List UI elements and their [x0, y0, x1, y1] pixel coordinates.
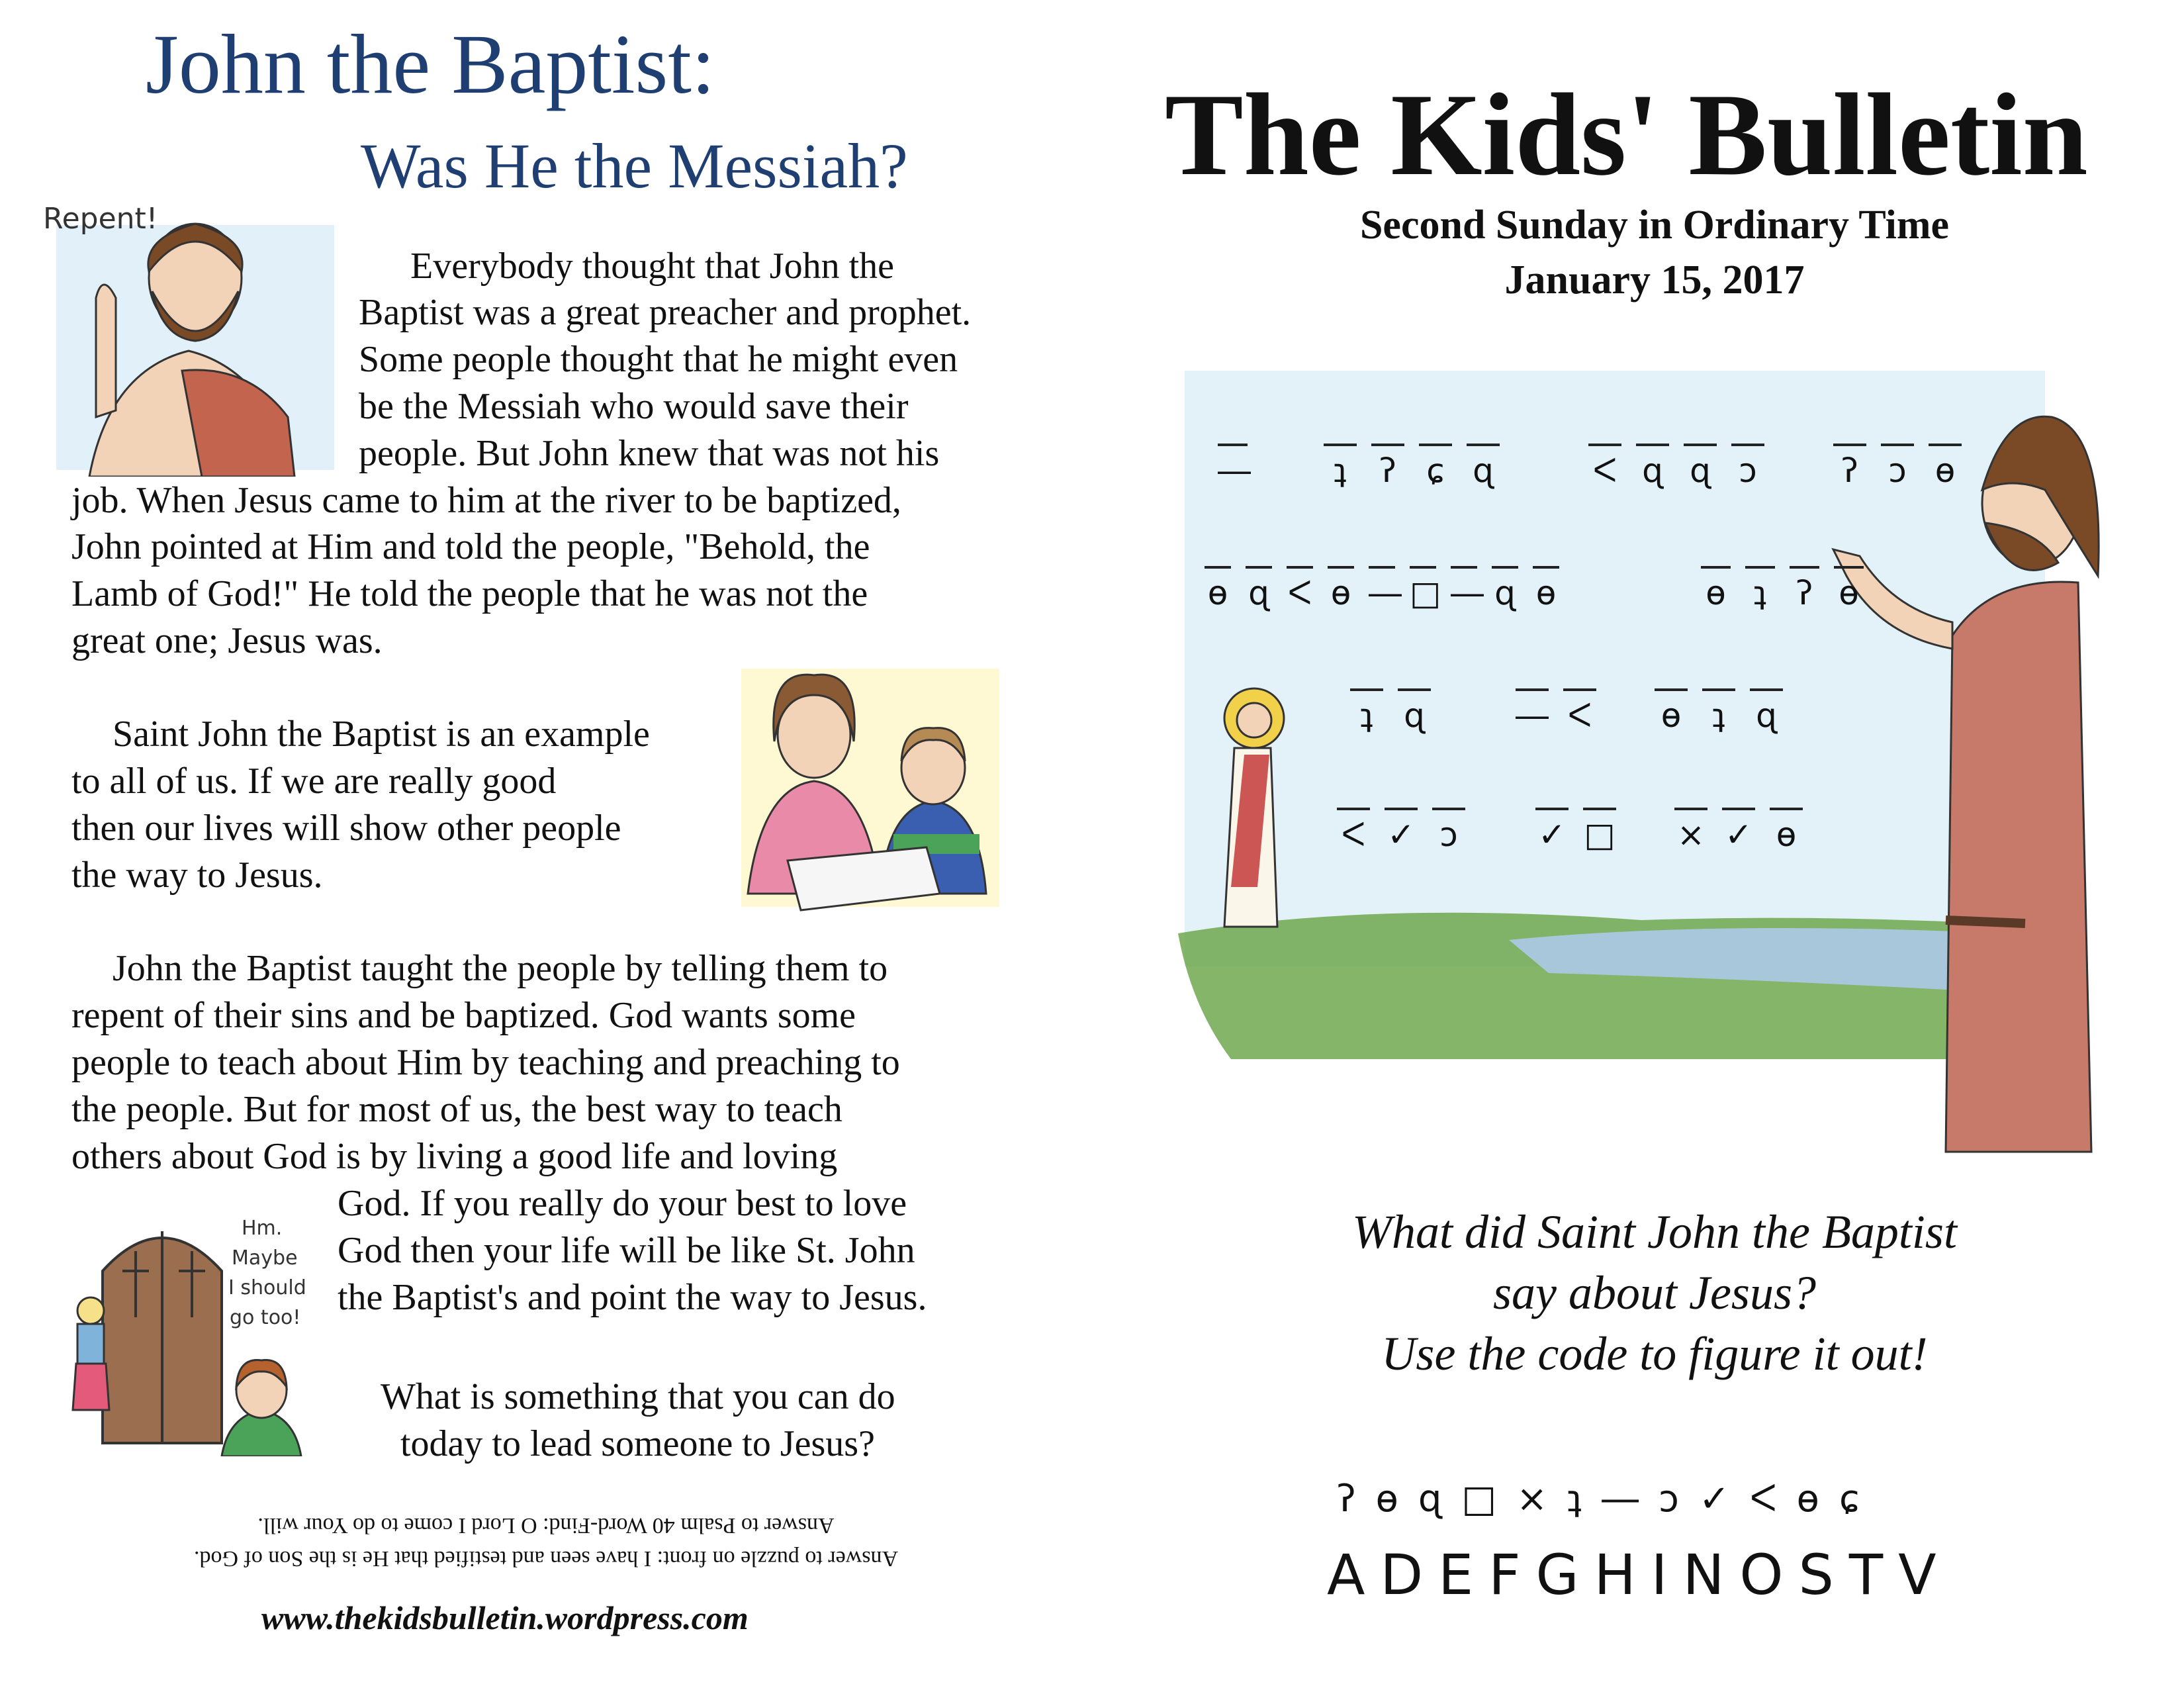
- code-word: [1674, 808, 1817, 854]
- paragraph-1-line-6: job. When Jesus came to him at the river to be baptized,: [71, 480, 901, 521]
- paragraph-3-line-5: others about God is by living a good life and loving: [71, 1136, 838, 1177]
- paragraph-2-line-1: Saint John the Baptist is an example: [113, 714, 650, 755]
- answer-front-upside-down: Answer to puzzle on front: I have seen and testified that He is the Son of God.: [193, 1546, 899, 1571]
- puzzle-question-line-2: say about Jesus?: [1493, 1266, 1816, 1319]
- paragraph-3-line-1: John the Baptist taught the people by telling them to: [113, 948, 888, 989]
- code-symbol: ᐸ: [1287, 574, 1312, 612]
- code-symbol: ✓: [1387, 816, 1415, 854]
- paragraph-3-line-2: repent of their sins and be baptized. God wants some: [71, 995, 856, 1036]
- code-word: [1337, 808, 1480, 854]
- liturgical-day: Second Sunday in Ordinary Time: [1359, 203, 1950, 248]
- thought-i-should: I should: [228, 1276, 306, 1299]
- kids-reading-illustration: [728, 655, 1013, 920]
- code-symbol: ɋ: [1473, 451, 1494, 490]
- paragraph-3-line-7: God then your life will be like St. John: [338, 1230, 915, 1271]
- code-symbol: ɔ: [1739, 451, 1757, 490]
- code-symbol: ɵ: [1535, 574, 1557, 612]
- code-symbol: ɵ: [1776, 816, 1797, 854]
- code-symbol: ᐸ: [1592, 451, 1617, 490]
- code-symbol: ʔ: [1796, 574, 1813, 612]
- paragraph-1-line-8: Lamb of God!" He told the people that he was not the: [71, 573, 868, 614]
- code-symbol: ―: [1218, 451, 1251, 490]
- code-word: [1350, 688, 1445, 735]
- paragraph-1-line-2: Baptist was a great preacher and prophet.: [359, 292, 972, 333]
- code-word: [1516, 688, 1611, 735]
- code-key-symbols: ʔɵɋ□×ʇ―ɔ✓ᐸɵɕ: [1337, 1477, 1880, 1521]
- code-symbol: □: [1410, 574, 1441, 612]
- code-symbol: ɋ: [1756, 696, 1777, 735]
- paragraph-3-line-3: people to teach about Him by teaching and preaching to: [71, 1042, 900, 1083]
- code-symbol: ɋ: [1404, 696, 1425, 735]
- paragraph-1-line-4: be the Messiah who would save their: [359, 386, 909, 427]
- code-symbol: ɋ: [1642, 451, 1663, 490]
- question-line-1: What is something that you can do: [381, 1376, 895, 1417]
- church-door-illustration: [63, 1192, 328, 1456]
- code-symbol: ʇ: [1334, 451, 1347, 490]
- code-symbol: ✓: [1538, 816, 1566, 854]
- code-symbol: ʇ: [1753, 574, 1767, 612]
- code-symbol: ɋ: [1494, 574, 1516, 612]
- thought-go-too: go too!: [230, 1306, 301, 1329]
- paragraph-1-line-7: John pointed at Him and told the people, "Behold, the: [71, 526, 870, 567]
- code-symbol: ʔ: [1841, 451, 1858, 490]
- code-symbol: ―: [1451, 574, 1484, 612]
- code-word: [1701, 566, 1878, 612]
- puzzle-question-line-1: What did Saint John the Baptist: [1352, 1205, 1957, 1258]
- code-symbol: □: [1584, 816, 1615, 854]
- code-word: [1218, 444, 1262, 490]
- paragraph-3-line-4: the people. But for most of us, the best way to teach: [71, 1089, 842, 1130]
- code-symbol: ɔ: [1439, 816, 1458, 854]
- paragraph-2-line-2: to all of us. If we are really good: [71, 761, 557, 802]
- paragraph-3-line-8: the Baptist's and point the way to Jesus.: [338, 1277, 927, 1318]
- code-word: [1205, 566, 1574, 612]
- puzzle-question-line-3: Use the code to figure it out!: [1381, 1327, 1928, 1380]
- thought-maybe: Maybe: [232, 1246, 298, 1270]
- code-symbol: ɵ: [1934, 451, 1956, 490]
- code-symbol: ʇ: [1360, 696, 1373, 735]
- paragraph-1-line-9: great one; Jesus was.: [71, 620, 383, 661]
- code-symbol: ―: [1369, 574, 1402, 612]
- code-symbol: ―: [1516, 696, 1549, 735]
- paragraph-2-line-3: then our lives will show other people: [71, 808, 621, 849]
- paragraph-1-line-3: Some people thought that he might even: [359, 339, 958, 380]
- code-symbol: ✓: [1725, 816, 1752, 854]
- code-symbol: ᐸ: [1567, 696, 1592, 735]
- code-word: [1535, 808, 1631, 854]
- code-symbol: ɵ: [1330, 574, 1351, 612]
- article-subtitle: Was He the Messiah?: [361, 130, 908, 201]
- code-word: [1833, 444, 1976, 490]
- code-symbol: ɵ: [1839, 574, 1859, 612]
- code-word: [1655, 688, 1797, 735]
- article-title: John the Baptist:: [146, 17, 715, 111]
- bulletin-date: January 15, 2017: [1504, 258, 1805, 303]
- code-puzzle: [1205, 444, 1999, 894]
- code-symbol: ɕ: [1426, 451, 1445, 490]
- bulletin-title: The Kids' Bulletin: [1165, 69, 2088, 200]
- code-symbol: ɔ: [1888, 451, 1907, 490]
- code-word: [1588, 444, 1779, 490]
- question-line-2: today to lead someone to Jesus?: [400, 1423, 875, 1464]
- thought-hm: Hm.: [242, 1217, 283, 1240]
- paragraph-2-line-4: the way to Jesus.: [71, 855, 323, 896]
- code-symbol: ᐸ: [1341, 816, 1366, 854]
- paragraph-1-line-5: people. But John knew that was not his: [359, 433, 940, 474]
- john-repent-illustration: [30, 199, 341, 477]
- code-symbol: ʔ: [1379, 451, 1396, 490]
- code-key-letters: ADEFGHINOSTV: [1327, 1542, 1952, 1607]
- code-symbol: ɵ: [1661, 696, 1682, 735]
- repent-text: Repent!: [43, 202, 158, 236]
- paragraph-3-line-6: God. If you really do your best to love: [338, 1183, 907, 1224]
- code-word: [1324, 444, 1514, 490]
- code-symbol: ɵ: [1207, 574, 1228, 612]
- answer-psalm-upside-down: Answer to Psalm 40 Word-Find: O Lord I come to do Your will.: [257, 1513, 835, 1538]
- website-url[interactable]: www.thekidsbulletin.wordpress.com: [261, 1599, 749, 1636]
- code-symbol: ɵ: [1706, 574, 1726, 612]
- code-symbol: ɋ: [1248, 574, 1269, 612]
- code-symbol: ɋ: [1690, 451, 1711, 490]
- code-symbol: ʇ: [1712, 696, 1725, 735]
- paragraph-1-line-1: Everybody thought that John the: [410, 246, 895, 287]
- code-symbol: ×: [1677, 816, 1705, 854]
